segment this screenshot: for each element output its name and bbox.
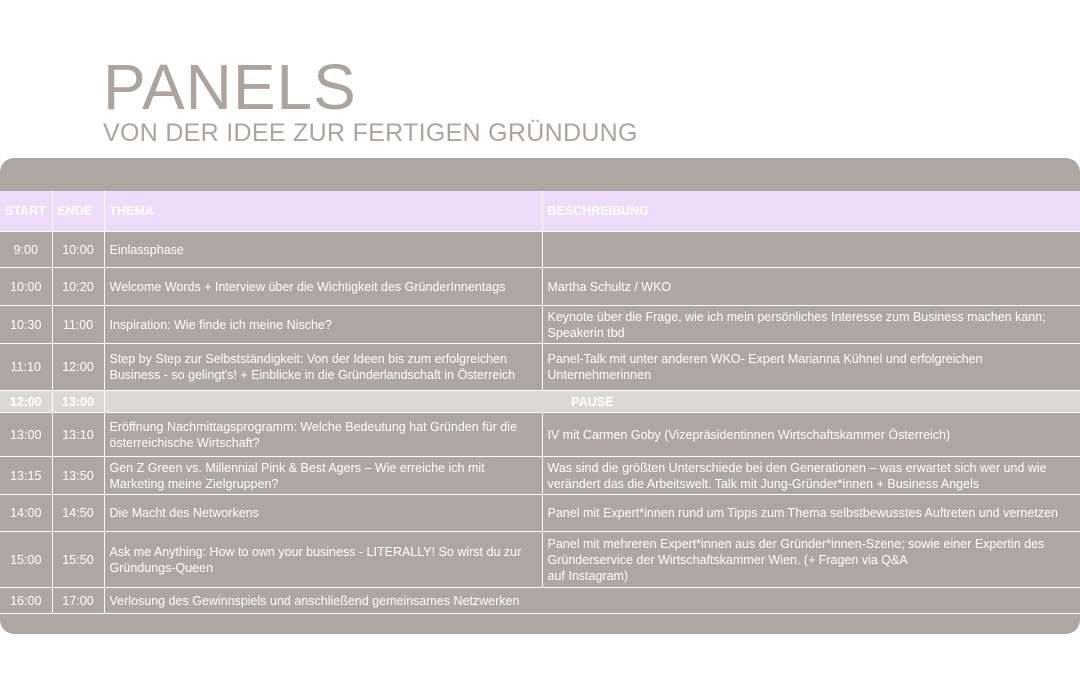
topic-cell: Ask me Anything: How to own your business - LITERALLY! So wirst du zur Gründungs-Queen: [104, 532, 542, 588]
topic-cell: Step by Step zur Selbstständigkeit: Von der Ideen bis zum erfolgreichen Business - so gelingt's! + Einblicke in die Gründerlandschaft in Österreich: [104, 344, 542, 391]
pause-label: PAUSE: [104, 391, 1080, 413]
topic-cell: Inspiration: Wie finde ich meine Nische?: [104, 306, 542, 344]
start-time: 13:00: [0, 413, 52, 457]
topic-cell: Die Macht des Networkens: [104, 495, 542, 532]
description-line: Panel mit mehreren Expert*innen aus der Gründer*innen-Szene; sowie einer Expertin des Gründerservice der Wirtschaftskammer Wien. (+ Fragen via Q&A: [547, 536, 1045, 567]
topic-cell: Einlassphase: [104, 232, 542, 268]
start-time: 10:00: [0, 268, 52, 306]
description-cell: [542, 532, 1080, 588]
end-time: 17:00: [52, 588, 104, 614]
topic-cell: Welcome Words + Interview über die Wichtigkeit des GründerInnentags: [104, 268, 542, 306]
end-time: 10:20: [52, 268, 104, 306]
table-row: [0, 495, 1080, 532]
header-description: BESCHREIBUNG: [542, 191, 1080, 232]
table-row: [0, 306, 1080, 344]
header-end: ENDE: [52, 191, 104, 232]
table-row: [0, 232, 1080, 268]
end-time: 13:10: [52, 413, 104, 457]
table-header-row: [0, 191, 1080, 232]
end-time: 11:00: [52, 306, 104, 344]
end-time: 12:00: [52, 344, 104, 391]
page-title: PANELS: [103, 51, 357, 123]
start-time: 14:00: [0, 495, 52, 532]
topic-cell: Verlosung des Gewinnspiels und anschließend gemeinsames Netzwerken: [104, 588, 1080, 614]
start-time: 11:10: [0, 344, 52, 391]
start-time: 15:00: [0, 532, 52, 588]
description-cell: Martha Schultz / WKO: [542, 268, 1080, 306]
schedule-table: [0, 191, 1080, 614]
start-time: 16:00: [0, 588, 52, 614]
description-cell: Was sind die größten Unterschiede bei den Generationen – was erwartet sich wer und wie verändert das die Arbeitswelt. Talk mit Jung-Gründer*innen + Business Angels: [542, 457, 1080, 495]
header-topic: THEMA: [104, 191, 542, 232]
schedule-panel: [0, 158, 1080, 634]
end-time: 14:50: [52, 495, 104, 532]
pause-start-time: 12:00: [0, 391, 52, 413]
start-time: 10:30: [0, 306, 52, 344]
table-row: [0, 532, 1080, 588]
start-time: 13:15: [0, 457, 52, 495]
table-row: [0, 413, 1080, 457]
table-row: [0, 457, 1080, 495]
page-subtitle: VON DER IDEE ZUR FERTIGEN GRÜNDUNG: [103, 119, 638, 147]
topic-cell: Gen Z Green vs. Millennial Pink & Best Agers – Wie erreiche ich mit Marketing meine Zielgruppen?: [104, 457, 542, 495]
description-cell: [542, 232, 1080, 268]
description-cell: Panel-Talk mit unter anderen WKO- Expert Marianna Kühnel und erfolgreichen Unternehmerinnen: [542, 344, 1080, 391]
table-row: [0, 588, 1080, 614]
table-row: [0, 268, 1080, 306]
table-row: [0, 344, 1080, 391]
pause-row: [0, 391, 1080, 413]
start-time: 9:00: [0, 232, 52, 268]
pause-end-time: 13:00: [52, 391, 104, 413]
description-cell: Keynote über die Frage, wie ich mein persönliches Interesse zum Business machen kann; Speakerin tbd: [542, 306, 1080, 344]
end-time: 13:50: [52, 457, 104, 495]
topic-cell: Eröffnung Nachmittagsprogramm: Welche Bedeutung hat Gründen für die österreichische Wirtschaft?: [104, 413, 542, 457]
description-cell: IV mit Carmen Goby (Vizepräsidentinnen Wirtschaftskammer Österreich): [542, 413, 1080, 457]
description-cell: Panel mit Expert*innen rund um Tipps zum Thema selbstbewusstes Auftreten und vernetzen: [542, 495, 1080, 532]
end-time: 15:50: [52, 532, 104, 588]
header-start: START: [0, 191, 52, 232]
description-line: auf Instagram): [547, 568, 629, 583]
end-time: 10:00: [52, 232, 104, 268]
